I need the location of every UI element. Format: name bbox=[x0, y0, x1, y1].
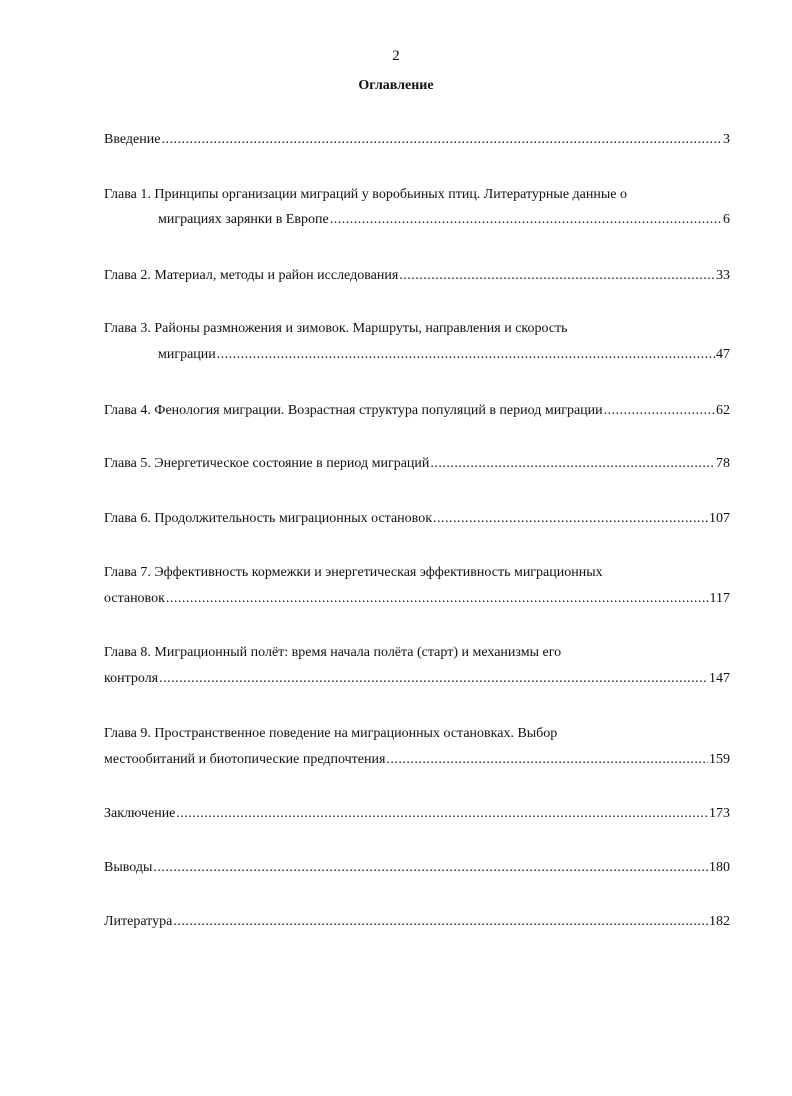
toc-entry-conclusion bbox=[104, 805, 730, 823]
toc-entry-chapter-6 bbox=[104, 510, 730, 528]
toc-entry-references bbox=[104, 913, 730, 931]
toc-entry-title: Введение bbox=[104, 132, 161, 147]
toc-entry-chapter-8-line2 bbox=[104, 670, 730, 688]
page-title: Оглавление bbox=[358, 78, 434, 93]
dot-leader bbox=[430, 455, 715, 473]
dot-leader bbox=[176, 805, 708, 823]
dot-leader bbox=[161, 131, 722, 149]
toc-entry-title-cont: остановок bbox=[104, 591, 165, 606]
toc-page-number: 147 bbox=[709, 671, 730, 686]
toc-entry-findings bbox=[104, 859, 730, 877]
toc-entry-chapter-2 bbox=[104, 267, 730, 285]
toc-page-number: 117 bbox=[709, 591, 730, 606]
toc-entry-title: Литература bbox=[104, 914, 173, 929]
dot-leader bbox=[159, 670, 708, 688]
toc-entry-title-cont: контроля bbox=[104, 671, 159, 686]
toc-entry-title: Выводы bbox=[104, 860, 153, 875]
toc-entry-title: Глава 9. Пространственное поведение на миграционных остановках. Выбор bbox=[104, 726, 558, 741]
toc-page-number: 3 bbox=[723, 132, 730, 147]
toc-entry-chapter-7-line1 bbox=[104, 564, 730, 582]
toc-entry-title: Глава 5. Энергетическое состояние в период миграций bbox=[104, 456, 430, 471]
toc-page-number: 180 bbox=[709, 860, 730, 875]
toc-entry-title: Глава 4. Фенология миграции. Возрастная структура популяций в период миграции bbox=[104, 403, 603, 418]
toc-entry-chapter-5 bbox=[104, 455, 730, 473]
toc-entry-title-cont: местообитаний и биотопические предпочтения bbox=[104, 752, 386, 767]
dot-leader bbox=[604, 402, 715, 420]
toc-entry-title-cont: миграциях зарянки в Европе bbox=[158, 212, 329, 227]
toc-page-number: 159 bbox=[709, 752, 730, 767]
toc-page-number: 33 bbox=[716, 268, 730, 283]
toc-entry-title: Заключение bbox=[104, 806, 176, 821]
toc-entry-chapter-9-line2 bbox=[104, 751, 730, 769]
page-number: 2 bbox=[392, 48, 400, 64]
toc-page-number: 182 bbox=[709, 914, 730, 929]
toc-page-number: 173 bbox=[709, 806, 730, 821]
dot-leader bbox=[386, 751, 708, 769]
toc-entry-chapter-1-line2 bbox=[158, 211, 730, 229]
toc-page-number: 6 bbox=[723, 212, 730, 227]
dot-leader bbox=[433, 510, 708, 528]
dot-leader bbox=[173, 913, 708, 931]
toc-entry-title: Глава 8. Миграционный полёт: время начала полёта (старт) и механизмы его bbox=[104, 645, 562, 660]
toc-page-number: 107 bbox=[709, 511, 730, 526]
toc-entry-title: Глава 7. Эффективность кормежки и энергетическая эффективность миграционных bbox=[104, 565, 603, 580]
dot-leader bbox=[217, 346, 715, 364]
toc-page-number: 62 bbox=[716, 403, 730, 418]
dot-leader bbox=[399, 267, 715, 285]
toc-entry-title: Глава 3. Районы размножения и зимовок. Маршруты, направления и скорость bbox=[104, 321, 568, 336]
toc-entry-chapter-1-line1 bbox=[104, 186, 730, 204]
toc-page-number: 78 bbox=[716, 456, 730, 471]
toc-entry-chapter-3-line1 bbox=[104, 320, 730, 338]
toc-entry-chapter-3-line2 bbox=[158, 346, 730, 364]
toc-page-number: 47 bbox=[716, 347, 730, 362]
toc-entry-title: Глава 2. Материал, методы и район исследования bbox=[104, 268, 399, 283]
toc-entry-title: Глава 6. Продолжительность миграционных остановок bbox=[104, 511, 432, 526]
toc-entry-chapter-8-line1 bbox=[104, 644, 730, 662]
toc-entry-chapter-9-line1 bbox=[104, 725, 730, 743]
toc-entry-chapter-4 bbox=[104, 402, 730, 420]
toc-entry-chapter-7-line2 bbox=[104, 590, 730, 608]
dot-leader bbox=[153, 859, 708, 877]
dot-leader bbox=[330, 211, 722, 229]
toc-entry-title-cont: миграции bbox=[158, 347, 216, 362]
dot-leader bbox=[166, 590, 709, 608]
toc-entry-introduction bbox=[104, 131, 730, 149]
toc-entry-title: Глава 1. Принципы организации миграций у воробьиных птиц. Литературные данные о bbox=[104, 187, 627, 202]
